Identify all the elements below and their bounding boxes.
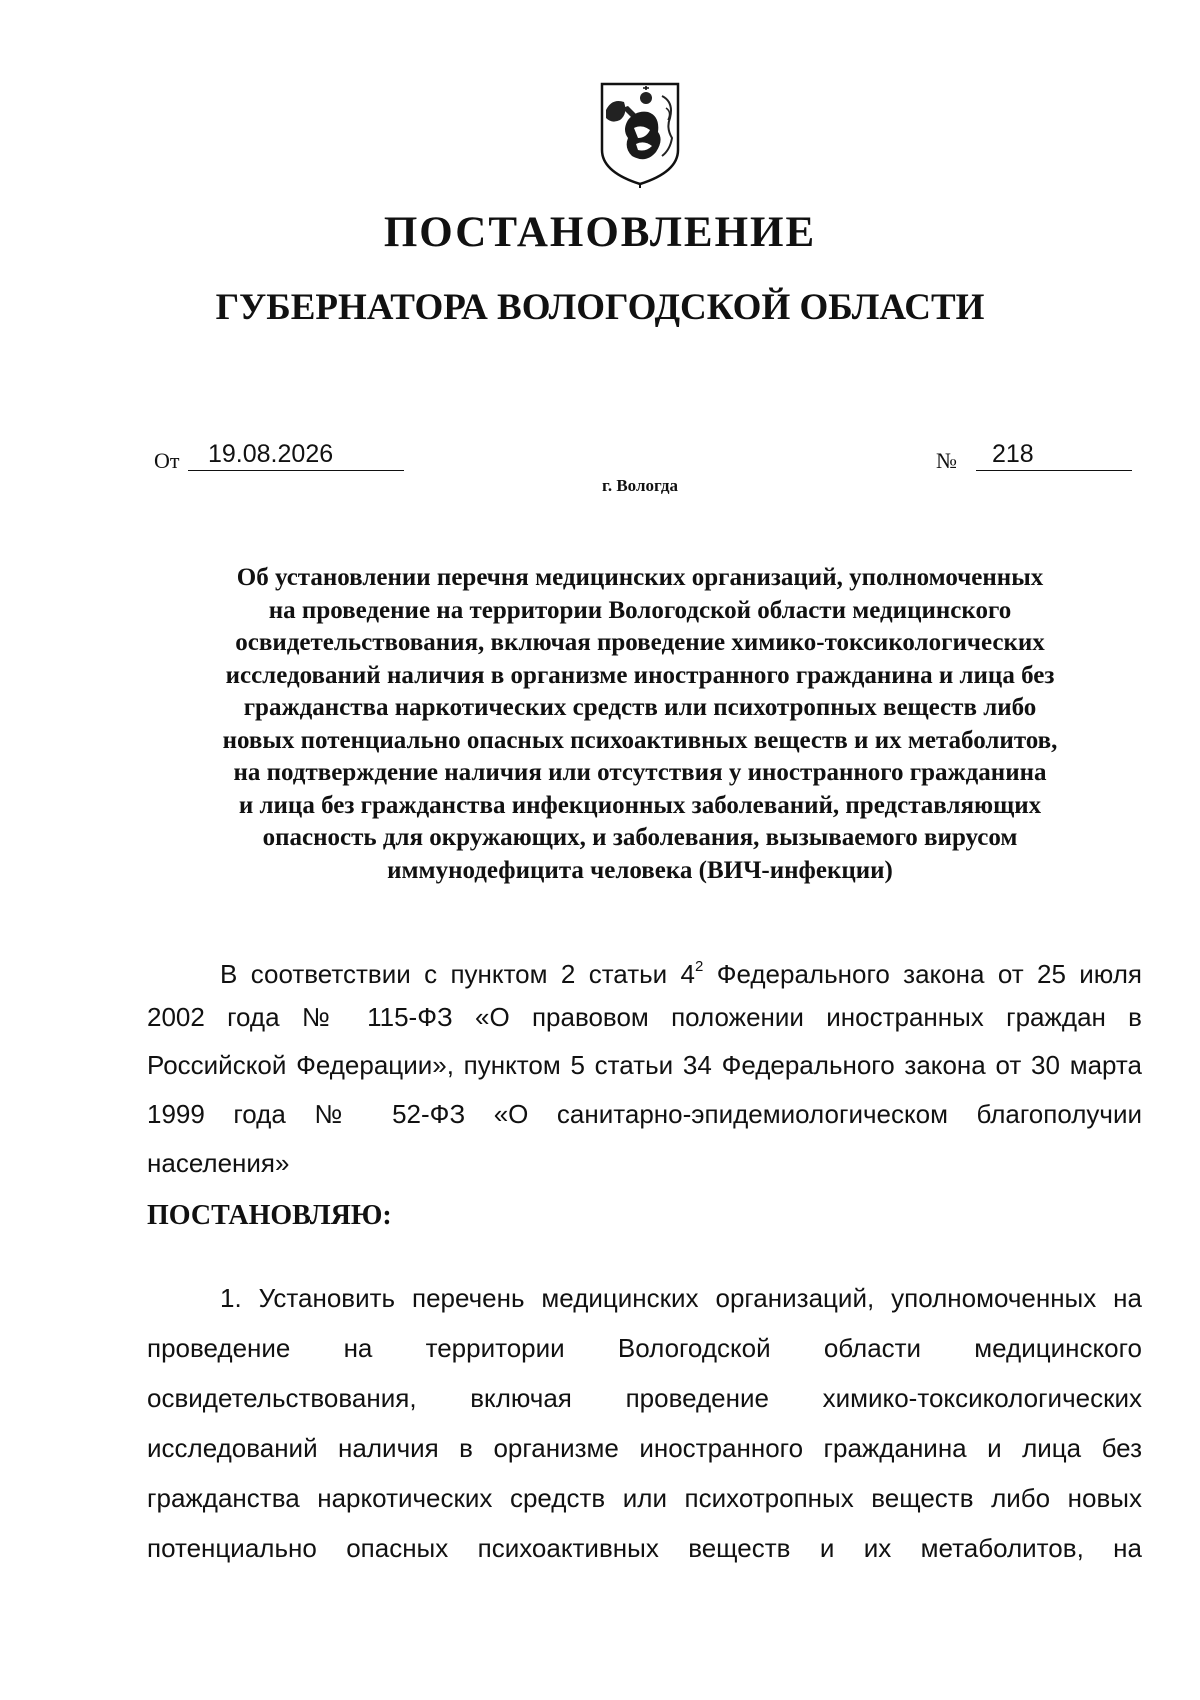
item-line: исследований наличия в организме иностранного гражданина и лица без	[147, 1433, 1142, 1463]
preamble-line: Российской Федерации», пунктом 5 статьи 34 Федерального закона от 30 марта	[147, 1050, 1142, 1080]
preamble-line: населения»	[147, 1148, 290, 1178]
preamble-line: 2002 года № 115-ФЗ «О правовом положении иностранных граждан в	[147, 1002, 1142, 1032]
issuer-heading: ГУБЕРНАТОРА ВОЛОГОДСКОЙ ОБЛАСТИ	[215, 287, 985, 328]
title-line: на проведение на территории Вологодской области медицинского	[268, 596, 1012, 624]
item-line: 1. Установить перечень медицинских организаций, уполномоченных на	[220, 1283, 1142, 1313]
document-title	[140, 562, 1140, 887]
item-line: освидетельствования, включая проведение химико-токсикологических	[147, 1383, 1142, 1413]
title-line: на подтверждение наличия или отсутствия у иностранного гражданина	[233, 759, 1047, 786]
preamble-text: В соответствии с пунктом 2 статьи 4	[220, 959, 695, 989]
title-line: Об установлении перечня медицинских организаций, уполномоченных	[236, 564, 1044, 591]
title-line: гражданства наркотических средств или психотропных веществ либо	[243, 694, 1037, 721]
date-underline	[188, 470, 404, 471]
title-line: и лица без гражданства инфекционных заболеваний, представляющих	[238, 791, 1042, 819]
title-line: освидетельствования, включая проведение химико-токсикологических	[235, 629, 1045, 656]
document-date: 19.08.2026	[208, 440, 334, 468]
preamble-line	[220, 952, 1142, 989]
item-line: потенциально опасных психоактивных веществ и их метаболитов, на	[147, 1533, 1142, 1563]
vologda-coat-of-arms-icon	[598, 80, 682, 190]
title-line: новых потенциально опасных психоактивных веществ и их метаболитов,	[222, 726, 1058, 754]
document-number: 218	[992, 440, 1034, 468]
title-line: исследований наличия в организме иностранного гражданина и лица без	[225, 661, 1055, 689]
title-line: иммунодефицита человека (ВИЧ-инфекции)	[387, 856, 893, 884]
item-line: проведение на территории Вологодской области медицинского	[147, 1333, 1142, 1363]
document-type-heading: ПОСТАНОВЛЕНИЕ	[383, 209, 817, 256]
preamble-text: Федерального закона от 25 июля	[703, 959, 1142, 989]
date-prefix-label: От	[154, 448, 180, 473]
number-prefix-label: №	[936, 448, 957, 473]
item-line: гражданства наркотических средств или психотропных веществ либо новых	[147, 1483, 1142, 1513]
title-line: опасность для окружающих, и заболевания, вызываемого вирусом	[262, 824, 1018, 851]
article-superscript: 2	[695, 958, 704, 975]
coat-of-arms-emblem	[598, 80, 682, 190]
city-label: г. Вологда	[602, 476, 678, 495]
number-underline	[976, 470, 1132, 471]
preamble-line: 1999 года № 52-ФЗ «О санитарно-эпидемиологическом благополучии	[147, 1099, 1142, 1129]
decree-heading: ПОСТАНОВЛЯЮ:	[147, 1200, 392, 1231]
